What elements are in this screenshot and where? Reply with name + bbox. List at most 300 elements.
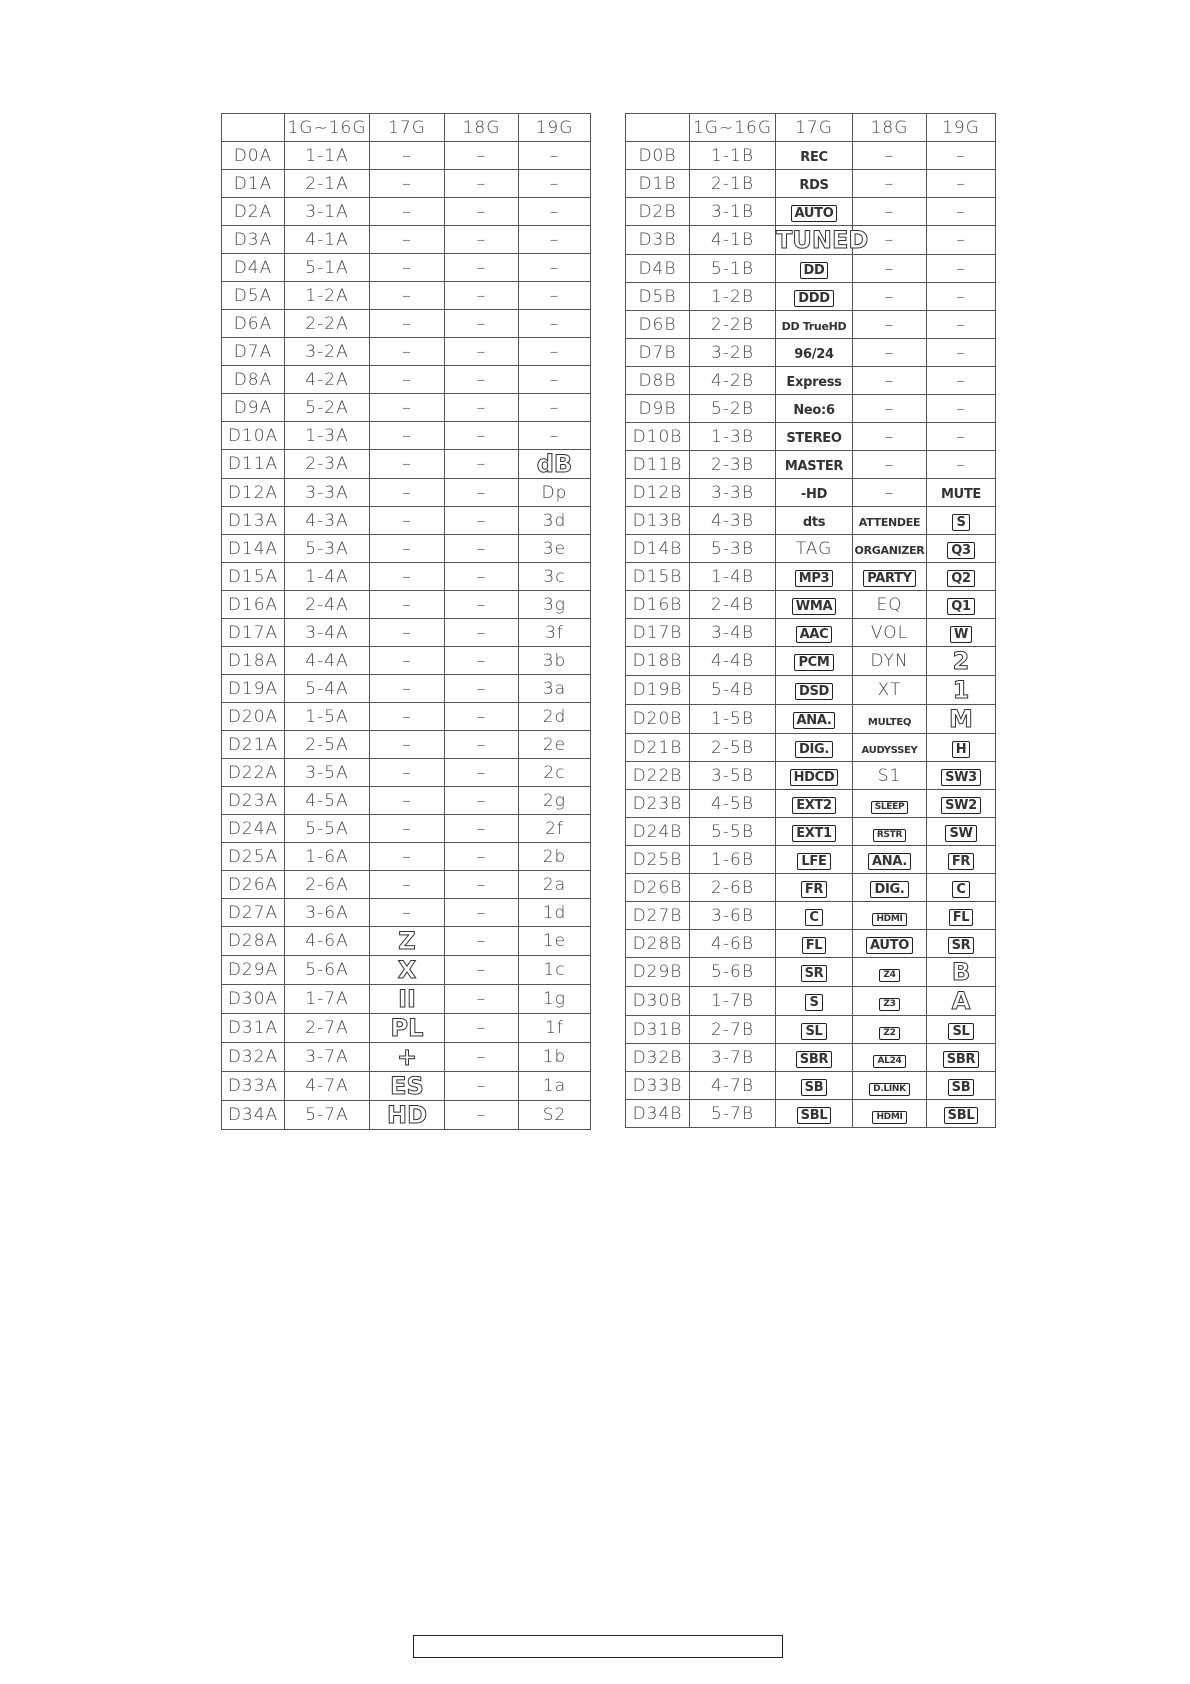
- segment-symbol: AL24: [873, 1055, 905, 1068]
- right-cell: [690, 734, 776, 762]
- left-cell: [445, 479, 519, 507]
- left-table-row: [222, 1043, 591, 1072]
- left-cell: [222, 507, 285, 535]
- segment-symbol: –: [476, 538, 487, 559]
- segment-symbol: –: [476, 369, 487, 390]
- left-table-row: [222, 759, 591, 787]
- grid-position: 4-4A: [305, 650, 349, 671]
- segment-symbol: –: [402, 734, 412, 755]
- segment-symbol: –: [956, 145, 966, 166]
- right-cell: [626, 705, 690, 734]
- grid-position: 3-4A: [305, 622, 349, 643]
- left-cell: [222, 226, 285, 254]
- column-header: 18G: [462, 117, 501, 138]
- segment-symbol: EXT2: [792, 797, 836, 814]
- right-cell: [927, 591, 996, 619]
- left-cell: [370, 170, 445, 198]
- left-cell: [222, 675, 285, 703]
- digit-label: D15A: [227, 566, 279, 587]
- left-table-row: [222, 985, 591, 1014]
- grid-position: 1-6A: [305, 846, 349, 867]
- right-cell: [853, 367, 927, 395]
- segment-symbol: –: [476, 397, 487, 418]
- right-cell: [626, 367, 690, 395]
- left-cell: [370, 1072, 445, 1101]
- grid-position: 1-5A: [305, 706, 349, 727]
- digit-label: D5A: [233, 285, 273, 306]
- segment-symbol: –: [476, 678, 487, 699]
- left-cell: [370, 647, 445, 675]
- segment-symbol: –: [884, 314, 895, 335]
- column-header: 17G: [795, 117, 833, 138]
- segment-symbol: 2c: [543, 762, 566, 783]
- segment-symbol: –: [476, 594, 487, 615]
- right-cell: [927, 1044, 996, 1072]
- left-table-row: [222, 871, 591, 899]
- right-table-row: [626, 535, 996, 563]
- left-cell: [445, 1043, 519, 1072]
- right-cell: [927, 790, 996, 818]
- grid-position: 3-7A: [305, 1047, 349, 1067]
- segment-symbol: –: [402, 874, 412, 895]
- digit-label: D30A: [227, 989, 279, 1009]
- digit-label: D18A: [227, 650, 279, 671]
- segment-symbol: X: [397, 956, 417, 984]
- segment-symbol: SL: [801, 1023, 826, 1040]
- left-cell: [445, 927, 519, 956]
- segment-symbol: 1c: [543, 960, 566, 980]
- left-cell: [445, 310, 519, 338]
- left-cell: [370, 535, 445, 563]
- segment-symbol: –: [476, 145, 487, 166]
- left-table-row: [222, 394, 591, 422]
- left-cell: [445, 675, 519, 703]
- segment-symbol: SL: [948, 1023, 973, 1040]
- digit-label: D27A: [227, 902, 279, 923]
- segment-symbol: –: [884, 201, 895, 222]
- segment-symbol: –: [884, 482, 895, 503]
- left-cell: [222, 871, 285, 899]
- segment-symbol: –: [476, 706, 487, 727]
- left-cell: [285, 366, 370, 394]
- segment-symbol: –: [476, 790, 487, 811]
- segment-symbol: M: [949, 705, 973, 733]
- left-cell: [285, 198, 370, 226]
- segment-symbol: FR: [948, 853, 974, 870]
- segment-symbol: 2b: [542, 846, 567, 867]
- digit-label: D4A: [233, 257, 273, 278]
- right-table-row: [626, 930, 996, 958]
- left-cell: [370, 675, 445, 703]
- right-cell: [853, 1072, 927, 1100]
- segment-symbol: –: [402, 594, 412, 615]
- grid-position: 2-1A: [305, 173, 349, 194]
- left-cell: [519, 815, 591, 843]
- grid-position: 4-1B: [711, 230, 754, 250]
- segment-symbol: +: [396, 1043, 418, 1071]
- digit-label: D24A: [227, 818, 279, 839]
- right-cell: [853, 255, 927, 283]
- right-cell: [853, 902, 927, 930]
- grid-position: 4-4B: [711, 651, 754, 671]
- right-cell: [776, 1100, 853, 1128]
- right-cell: [690, 395, 776, 423]
- left-table-row: [222, 927, 591, 956]
- segment-symbol: –: [476, 734, 487, 755]
- right-cell: [690, 790, 776, 818]
- right-cell: [927, 1016, 996, 1044]
- left-table-row: [222, 675, 591, 703]
- segment-symbol: –: [402, 678, 412, 699]
- segment-symbol: S: [805, 994, 822, 1011]
- grid-position: 4-3B: [711, 510, 754, 531]
- left-cell: [445, 198, 519, 226]
- segment-symbol: –: [402, 369, 412, 390]
- right-table-row: [626, 676, 996, 705]
- right-cell: [626, 1016, 690, 1044]
- digit-label: D8B: [638, 370, 677, 391]
- grid-position: 4-2B: [711, 370, 754, 391]
- right-cell: [626, 591, 690, 619]
- right-cell: [853, 818, 927, 846]
- right-cell: [690, 1016, 776, 1044]
- digit-label: D20A: [227, 706, 279, 727]
- digit-label: D7A: [233, 341, 273, 362]
- left-cell: [370, 759, 445, 787]
- right-cell: [690, 1072, 776, 1100]
- right-cell: [853, 142, 927, 170]
- segment-symbol: SBL: [944, 1107, 979, 1124]
- right-cell: [927, 311, 996, 339]
- grid-position: 3-4B: [711, 622, 754, 643]
- segment-symbol: –: [476, 229, 487, 250]
- digit-label: D31A: [227, 1018, 279, 1038]
- grid-position: 2-2A: [305, 313, 349, 334]
- right-cell: [927, 395, 996, 423]
- segment-symbol: WMA: [792, 598, 836, 615]
- segment-symbol: –: [476, 650, 487, 671]
- left-cell: [222, 1101, 285, 1130]
- left-cell: [370, 282, 445, 310]
- left-table-row: [222, 899, 591, 927]
- left-table-row: [222, 198, 591, 226]
- left-cell: [285, 226, 370, 254]
- right-cell: [776, 1016, 853, 1044]
- right-cell: [776, 451, 853, 479]
- digit-label: D21B: [632, 737, 683, 758]
- digit-label: D23A: [227, 790, 279, 811]
- right-cell: [690, 311, 776, 339]
- right-table-row: [626, 563, 996, 591]
- segment-symbol: AUTO: [791, 205, 838, 222]
- right-cell: [690, 846, 776, 874]
- segment-symbol: –: [476, 622, 487, 643]
- segment-symbol: –: [884, 398, 895, 419]
- left-cell: [222, 394, 285, 422]
- right-table-row: [626, 311, 996, 339]
- right-table-row: [626, 846, 996, 874]
- segment-symbol: 3f: [545, 622, 564, 643]
- left-table-row: [222, 843, 591, 871]
- right-cell: [626, 676, 690, 705]
- right-table-row: [626, 619, 996, 647]
- grid-position: 1-5B: [711, 709, 754, 729]
- grid-position: 2-5B: [711, 737, 754, 758]
- segment-symbol: ANA.: [793, 712, 836, 729]
- segment-symbol: –: [956, 314, 966, 335]
- grid-position: 5-1A: [305, 257, 349, 278]
- segment-symbol: –: [956, 173, 966, 194]
- digit-label: D10B: [632, 426, 683, 447]
- segment-symbol: EXT1: [792, 825, 836, 842]
- grid-position: 5-3A: [305, 538, 349, 559]
- right-cell: [776, 367, 853, 395]
- segment-symbol: –: [884, 230, 895, 250]
- digit-label: D13B: [632, 510, 683, 531]
- grid-position: 3-7B: [711, 1047, 754, 1068]
- segment-symbol: –: [956, 201, 966, 222]
- left-cell: [285, 282, 370, 310]
- left-cell: [285, 899, 370, 927]
- right-cell: [776, 734, 853, 762]
- left-cell: [222, 535, 285, 563]
- grid-position: 2-7A: [305, 1018, 349, 1038]
- segment-symbol: –: [884, 286, 895, 307]
- segment-symbol: 1d: [542, 902, 567, 923]
- right-cell: [927, 1072, 996, 1100]
- left-cell: [370, 114, 445, 142]
- left-table-row: [222, 563, 591, 591]
- right-cell: [776, 705, 853, 734]
- segment-symbol: DD: [800, 262, 829, 279]
- segment-symbol: –: [476, 173, 487, 194]
- digit-label: D34A: [227, 1105, 279, 1125]
- left-cell: [370, 1014, 445, 1043]
- left-cell: [445, 703, 519, 731]
- right-cell: [927, 987, 996, 1016]
- right-cell: [690, 1100, 776, 1128]
- left-cell: [222, 170, 285, 198]
- right-cell: [626, 142, 690, 170]
- left-cell: [222, 731, 285, 759]
- right-cell: [690, 874, 776, 902]
- segment-symbol: –: [402, 566, 412, 587]
- right-cell: [853, 1016, 927, 1044]
- right-cell: [626, 255, 690, 283]
- segment-symbol: Z: [398, 927, 416, 955]
- segment-symbol: –: [476, 846, 487, 867]
- left-cell: [445, 366, 519, 394]
- left-cell: [285, 535, 370, 563]
- left-cell: [370, 338, 445, 366]
- right-cell: [927, 762, 996, 790]
- left-cell: [222, 647, 285, 675]
- right-cell: [776, 283, 853, 311]
- left-cell: [445, 956, 519, 985]
- digit-label: D13A: [227, 510, 279, 531]
- right-cell: [927, 818, 996, 846]
- digit-label: D20B: [632, 709, 683, 729]
- right-table-row: [626, 874, 996, 902]
- right-cell: [853, 619, 927, 647]
- segment-symbol: –: [956, 342, 966, 363]
- grid-position: 4-7A: [305, 1076, 349, 1096]
- right-table-row: [626, 507, 996, 535]
- right-cell: [626, 451, 690, 479]
- digit-label: D2B: [638, 201, 677, 222]
- right-cell: [853, 647, 927, 676]
- segment-table-left-body: [222, 114, 591, 1130]
- left-cell: [519, 647, 591, 675]
- right-cell: [853, 507, 927, 535]
- right-cell: [853, 339, 927, 367]
- right-cell: [853, 790, 927, 818]
- left-table-row: [222, 254, 591, 282]
- segment-symbol: –: [476, 257, 487, 278]
- left-table-row: [222, 366, 591, 394]
- right-cell: [776, 1072, 853, 1100]
- digit-label: D33A: [227, 1076, 279, 1096]
- right-table-row: [626, 142, 996, 170]
- segment-symbol: FR: [801, 881, 827, 898]
- digit-label: D26A: [227, 874, 279, 895]
- left-table-row: [222, 170, 591, 198]
- left-cell: [445, 759, 519, 787]
- left-cell: [370, 1043, 445, 1072]
- left-cell: [222, 114, 285, 142]
- right-cell: [626, 1072, 690, 1100]
- segment-symbol: SBR: [796, 1051, 832, 1068]
- segment-symbol: HDCD: [790, 769, 839, 786]
- segment-symbol: XT: [877, 680, 902, 700]
- segment-symbol: -HD: [800, 487, 828, 502]
- segment-symbol: –: [549, 313, 560, 334]
- digit-label: D8A: [233, 369, 273, 390]
- left-cell: [222, 310, 285, 338]
- right-cell: [776, 958, 853, 987]
- digit-label: D12B: [632, 482, 683, 503]
- segment-symbol: –: [402, 482, 412, 503]
- left-cell: [519, 310, 591, 338]
- segment-symbol: 2d: [542, 706, 567, 727]
- segment-symbol: VOL: [870, 622, 909, 643]
- segment-symbol: –: [549, 285, 560, 306]
- segment-symbol: ATTENDEE: [858, 516, 921, 529]
- left-cell: [370, 366, 445, 394]
- footer-box: [413, 1635, 783, 1658]
- segment-symbol: HDMI: [872, 1111, 906, 1124]
- left-cell: [445, 422, 519, 450]
- left-table-row: [222, 703, 591, 731]
- left-cell: [519, 254, 591, 282]
- grid-position: 5-5A: [305, 818, 349, 839]
- right-cell: [690, 619, 776, 647]
- grid-position: 5-6A: [305, 960, 349, 980]
- segment-symbol: 1g: [542, 989, 567, 1009]
- segment-symbol: ORGANIZER: [854, 544, 925, 557]
- column-header: 1G~16G: [692, 117, 773, 138]
- right-cell: [776, 142, 853, 170]
- right-table-row: [626, 734, 996, 762]
- left-cell: [285, 422, 370, 450]
- right-cell: [853, 987, 927, 1016]
- segment-symbol: –: [476, 341, 487, 362]
- right-cell: [776, 619, 853, 647]
- column-header: 18G: [870, 117, 909, 138]
- digit-label: D28A: [227, 931, 279, 951]
- segment-symbol: II: [398, 985, 416, 1013]
- segment-symbol: FL: [802, 937, 827, 954]
- right-cell: [927, 958, 996, 987]
- right-cell: [776, 987, 853, 1016]
- segment-symbol: 1e: [542, 931, 567, 951]
- segment-symbol: –: [402, 229, 412, 250]
- right-cell: [690, 170, 776, 198]
- left-cell: [445, 254, 519, 282]
- segment-symbol: –: [476, 818, 487, 839]
- digit-label: D30B: [632, 991, 683, 1011]
- left-cell: [222, 422, 285, 450]
- right-cell: [853, 563, 927, 591]
- left-cell: [519, 759, 591, 787]
- right-cell: [927, 846, 996, 874]
- right-cell: [776, 535, 853, 563]
- grid-position: 5-7B: [711, 1103, 754, 1124]
- right-cell: [690, 987, 776, 1016]
- grid-position: 4-2A: [305, 369, 349, 390]
- right-cell: [776, 762, 853, 790]
- right-cell: [853, 958, 927, 987]
- segment-symbol: MASTER: [784, 459, 844, 474]
- digit-label: D7B: [638, 342, 677, 363]
- right-cell: [690, 226, 776, 255]
- digit-label: D23B: [632, 793, 683, 814]
- right-cell: [853, 734, 927, 762]
- digit-label: D16A: [227, 594, 279, 615]
- segment-symbol: –: [402, 790, 412, 811]
- segment-symbol: –: [402, 706, 412, 727]
- right-cell: [853, 846, 927, 874]
- left-table-row: [222, 422, 591, 450]
- column-header: 17G: [388, 117, 426, 138]
- digit-label: D14B: [632, 538, 683, 559]
- right-cell: [927, 507, 996, 535]
- left-cell: [519, 394, 591, 422]
- segment-symbol: D.LINK: [869, 1083, 910, 1096]
- digit-label: D1B: [638, 173, 677, 194]
- segment-symbol: –: [956, 370, 966, 391]
- segment-symbol: Q2: [947, 570, 975, 587]
- segment-symbol: –: [402, 510, 412, 531]
- right-cell: [927, 676, 996, 705]
- left-cell: [285, 675, 370, 703]
- left-cell: [285, 507, 370, 535]
- left-cell: [370, 226, 445, 254]
- grid-position: 2-6A: [305, 874, 349, 895]
- left-cell: [519, 507, 591, 535]
- left-cell: [285, 759, 370, 787]
- left-cell: [519, 366, 591, 394]
- grid-position: 2-6B: [711, 877, 754, 898]
- segment-symbol: –: [402, 397, 412, 418]
- left-table-row: [222, 142, 591, 170]
- grid-position: 5-5B: [711, 821, 754, 842]
- grid-position: 1-1B: [711, 145, 754, 166]
- right-table-row: [626, 1016, 996, 1044]
- left-cell: [445, 787, 519, 815]
- left-cell: [370, 198, 445, 226]
- segment-symbol: –: [402, 285, 412, 306]
